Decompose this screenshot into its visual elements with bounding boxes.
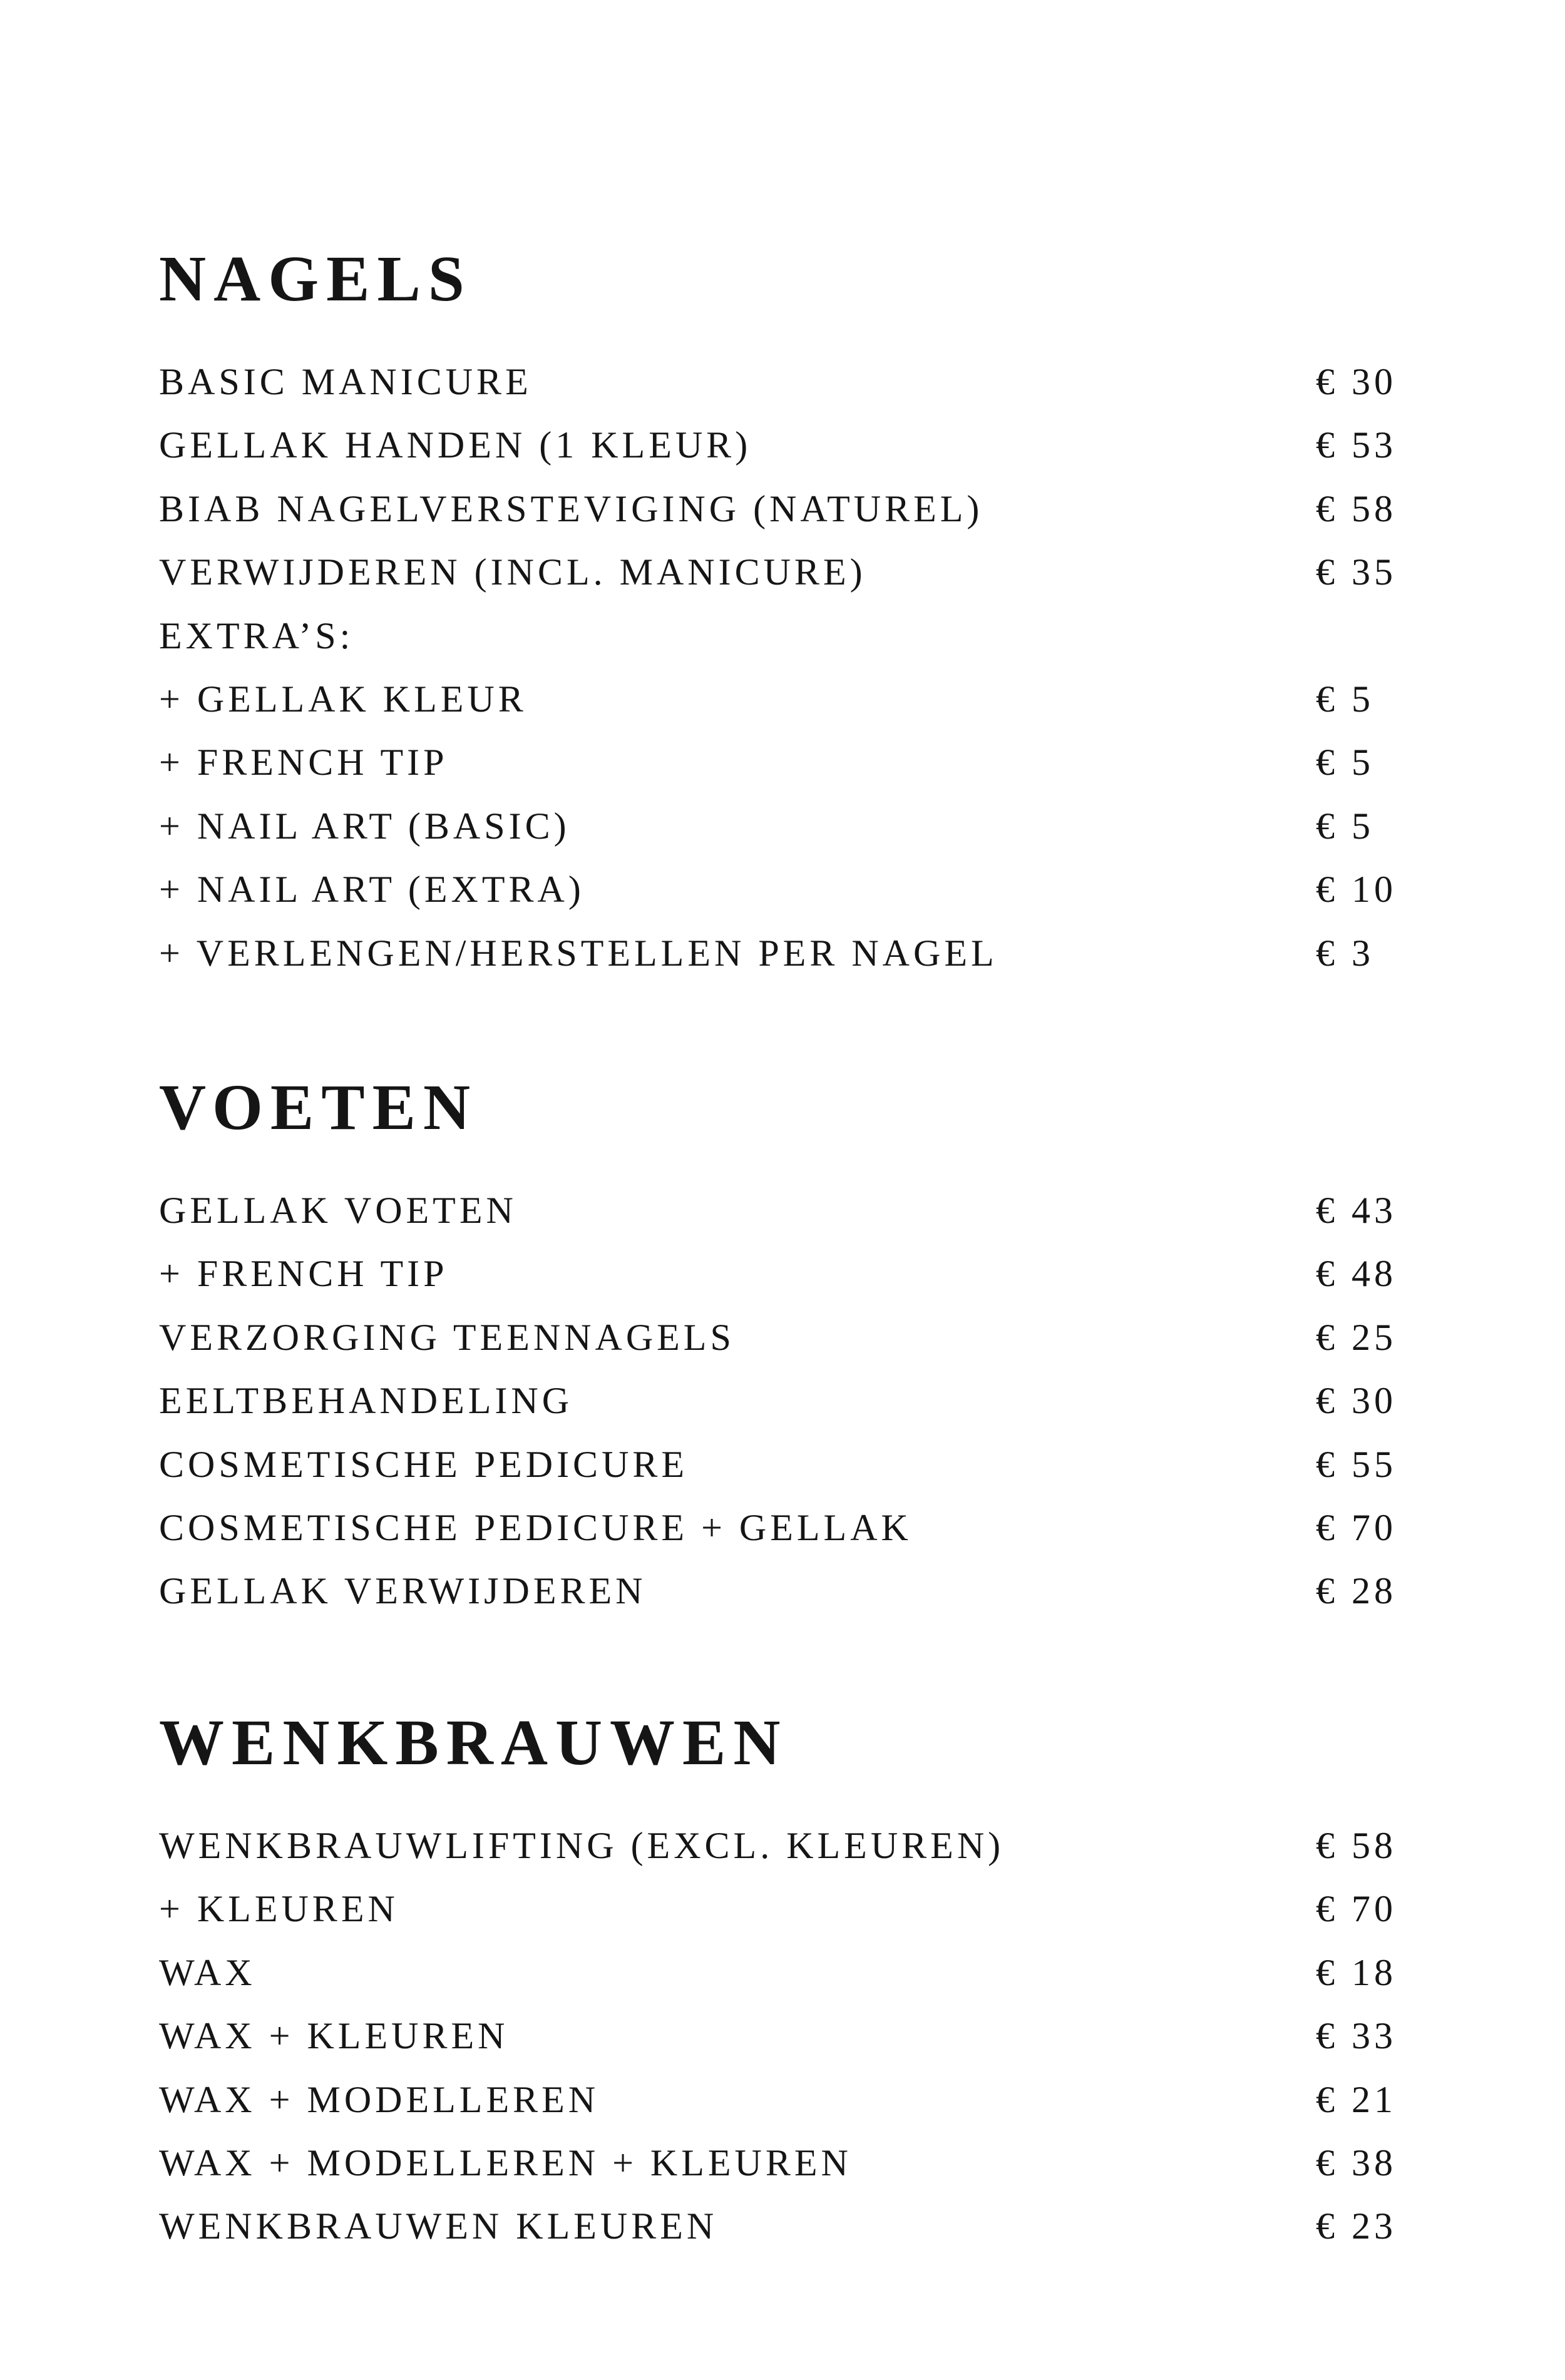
item-price: € 25 <box>1316 1316 1397 1358</box>
list-item <box>159 1309 1411 1372</box>
item-name: GELLAK VERWIJDEREN <box>159 1570 647 1612</box>
item-name: + KLEUREN <box>159 1888 399 1930</box>
item-name: VERZORGING TEENNAGELS <box>159 1316 735 1358</box>
item-name: + NAIL ART (EXTRA) <box>159 869 585 911</box>
list-item <box>159 1245 1411 1308</box>
item-price: € 3 <box>1316 932 1374 974</box>
item-name: WAX <box>159 1951 256 1993</box>
item-name: WENKBRAUWLIFTING (EXCL. KLEUREN) <box>159 1825 1005 1866</box>
item-name: BIAB NAGELVERSTEVIGING (NATUREL) <box>159 488 983 529</box>
list-item <box>159 2071 1411 2134</box>
list-item <box>159 733 1411 797</box>
item-name: + VERLENGEN/HERSTELLEN PER NAGEL <box>159 932 998 974</box>
item-price: € 5 <box>1316 805 1374 847</box>
list-item <box>159 480 1411 543</box>
section-title: WENKBRAUWEN <box>159 1707 788 1779</box>
list-item <box>159 2134 1411 2197</box>
list-item <box>159 861 1411 924</box>
item-price: € 10 <box>1316 869 1397 911</box>
list-item <box>159 1182 1411 1245</box>
section-title: NAGELS <box>159 243 472 315</box>
item-name: + NAIL ART (BASIC) <box>159 805 570 847</box>
item-list <box>159 353 1411 988</box>
item-price: € 21 <box>1316 2078 1397 2120</box>
item-price: € 35 <box>1316 551 1397 593</box>
list-item <box>159 1880 1411 1943</box>
item-name: GELLAK VOETEN <box>159 1190 517 1231</box>
list-item <box>159 1817 1411 1880</box>
item-price: € 30 <box>1316 361 1397 402</box>
list-item <box>159 1436 1411 1499</box>
list-item <box>159 416 1411 479</box>
list-item <box>159 1372 1411 1435</box>
item-price: € 58 <box>1316 488 1397 529</box>
item-name: GELLAK HANDEN (1 KLEUR) <box>159 424 752 466</box>
item-name: EELTBEHANDELING <box>159 1380 573 1422</box>
item-price: € 33 <box>1316 2015 1397 2057</box>
list-item <box>159 924 1411 988</box>
item-name: COSMETISCHE PEDICURE <box>159 1443 689 1485</box>
item-price: € 38 <box>1316 2142 1397 2183</box>
price-list <box>159 0 1411 2380</box>
item-price: € 5 <box>1316 742 1374 784</box>
item-list <box>159 1817 1411 2261</box>
item-price: € 58 <box>1316 1825 1397 1866</box>
list-item <box>159 543 1411 606</box>
list-item <box>159 797 1411 861</box>
list-item <box>159 353 1411 416</box>
item-name: COSMETISCHE PEDICURE + GELLAK <box>159 1506 912 1548</box>
item-name: BASIC MANICURE <box>159 361 532 402</box>
item-price: € 28 <box>1316 1570 1397 1612</box>
item-price: € 53 <box>1316 424 1397 466</box>
list-item <box>159 1562 1411 1625</box>
item-price: € 18 <box>1316 1951 1397 1993</box>
list-item <box>159 607 1411 670</box>
item-name: WENKBRAUWEN KLEUREN <box>159 2205 718 2247</box>
item-price: € 55 <box>1316 1443 1397 1485</box>
item-price: € 30 <box>1316 1380 1397 1422</box>
item-name: WAX + MODELLEREN + KLEUREN <box>159 2142 852 2183</box>
item-name: + GELLAK KLEUR <box>159 678 527 720</box>
item-price: € 23 <box>1316 2205 1397 2247</box>
item-list <box>159 1182 1411 1626</box>
item-price: € 48 <box>1316 1253 1397 1295</box>
list-item <box>159 1944 1411 2007</box>
item-name: WAX + KLEUREN <box>159 2015 509 2057</box>
item-price: € 5 <box>1316 678 1374 720</box>
list-item <box>159 2197 1411 2260</box>
item-name: VERWIJDEREN (INCL. MANICURE) <box>159 551 866 593</box>
list-item <box>159 670 1411 733</box>
section-title: VOETEN <box>159 1071 478 1143</box>
item-name: + FRENCH TIP <box>159 742 448 784</box>
item-name: + FRENCH TIP <box>159 1253 448 1295</box>
item-name: WAX + MODELLEREN <box>159 2078 600 2120</box>
item-price: € 70 <box>1316 1506 1397 1548</box>
list-item <box>159 1499 1411 1562</box>
item-price: € 43 <box>1316 1190 1397 1231</box>
item-name: EXTRA’S: <box>159 615 354 656</box>
item-price: € 70 <box>1316 1888 1397 1930</box>
list-item <box>159 2007 1411 2070</box>
